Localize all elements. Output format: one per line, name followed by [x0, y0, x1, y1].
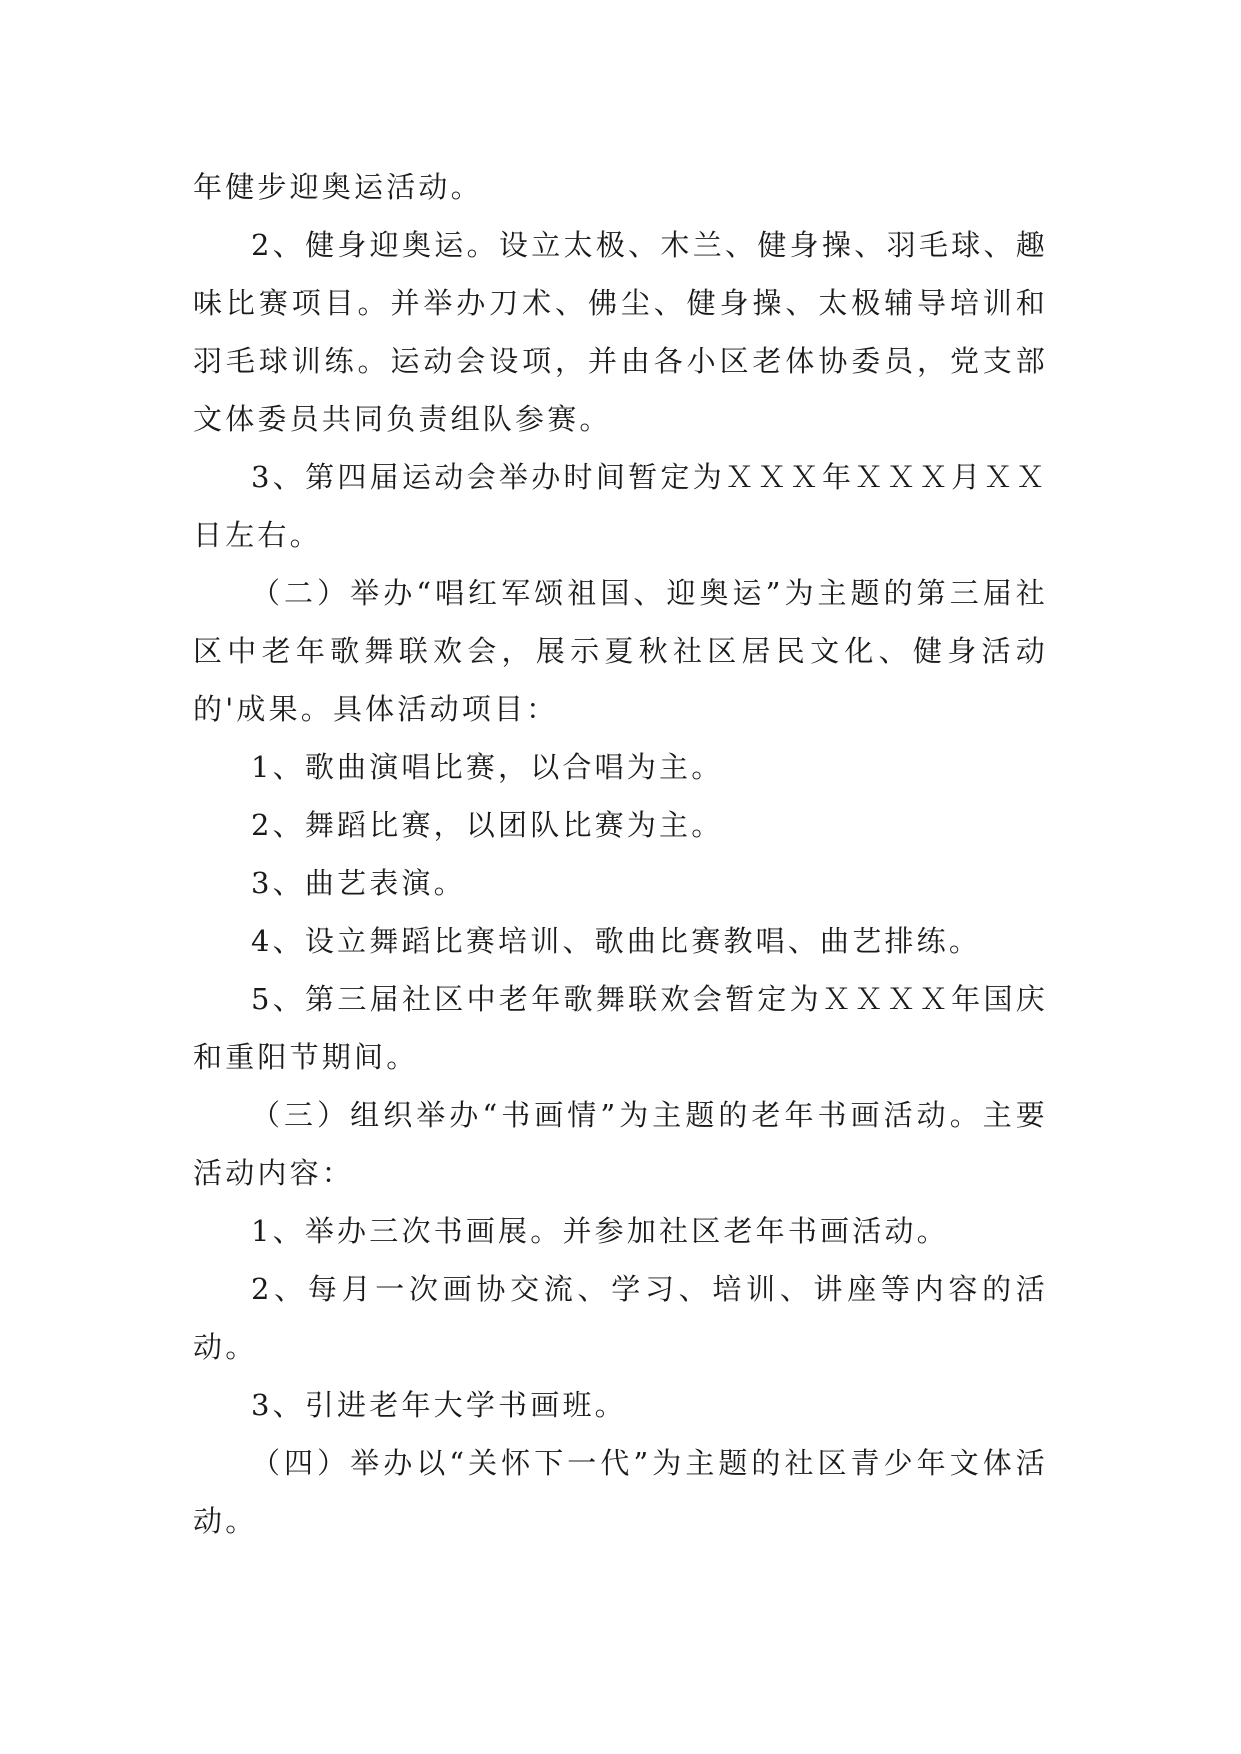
- document-body: [193, 158, 1048, 1550]
- paragraph-song-item-2: 2、舞蹈比赛，以团队比赛为主。: [251, 808, 724, 842]
- paragraph-art-item-3: 3、引进老年大学书画班。: [251, 1388, 627, 1422]
- paragraph-song-item-3: 3、曲艺表演。: [251, 866, 466, 900]
- paragraph-song-item-5: 5、第三届社区中老年歌舞联欢会暂定为ＸＸＸＸ年国庆和重阳节期间。: [193, 982, 1048, 1074]
- paragraph-song-item-4: 4、设立舞蹈比赛培训、歌曲比赛教唱、曲艺排练。: [251, 924, 982, 958]
- paragraph-art-item-1: 1、举办三次书画展。并参加社区老年书画活动。: [251, 1214, 949, 1248]
- paragraph-fitness-item-2: 2、健身迎奥运。设立太极、木兰、健身操、羽毛球、趣味比赛项目。并举办刀术、佛尘、健身操、太极辅导培训和羽毛球训练。运动会设项，并由各小区老体协委员，党支部文体委员共同负责组队参赛。: [193, 228, 1048, 436]
- paragraph-section-4-heading: （四）举办以“关怀下一代”为主题的社区青少年文体活动。: [193, 1446, 1048, 1538]
- paragraph-section-3-heading: （三）组织举办“书画情”为主题的老年书画活动。主要活动内容：: [193, 1098, 1048, 1190]
- paragraph-fitness-item-3: 3、第四届运动会举办时间暂定为ＸＸＸ年ＸＸＸ月ＸＸ日左右。: [193, 460, 1048, 552]
- paragraph-section-2-heading: （二）举办“唱红军颂祖国、迎奥运”为主题的第三届社区中老年歌舞联欢会，展示夏秋社区居民文化、健身活动的'成果。具体活动项目：: [193, 576, 1048, 726]
- paragraph-art-item-2: 2、每月一次画协交流、学习、培训、讲座等内容的活动。: [193, 1272, 1048, 1364]
- paragraph-continuation: 年健步迎奥运活动。: [193, 170, 483, 204]
- paragraph-song-item-1: 1、歌曲演唱比赛，以合唱为主。: [251, 750, 724, 784]
